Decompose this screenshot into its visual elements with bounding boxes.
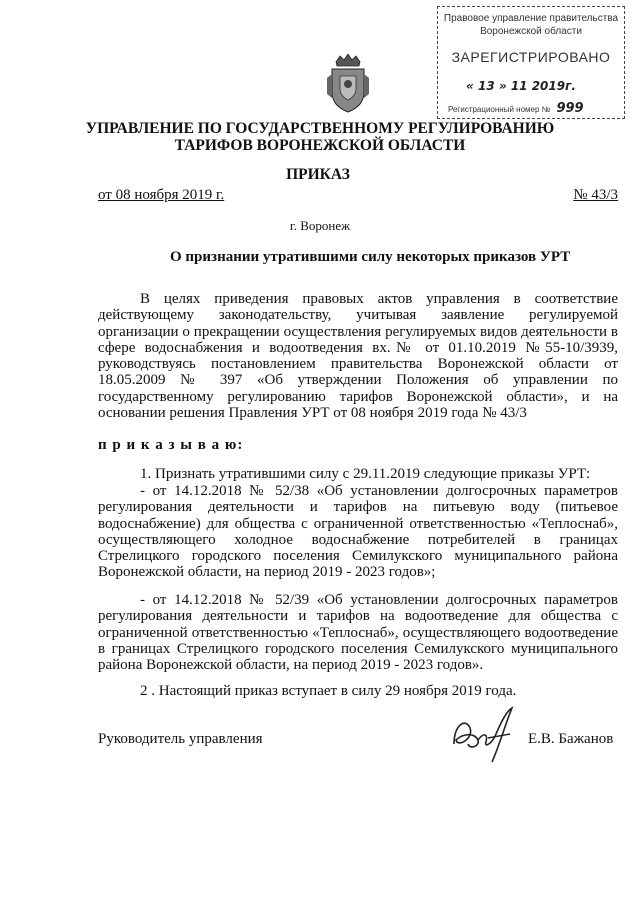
signatory-name: Е.В. Бажанов bbox=[528, 731, 614, 747]
document-date: от 08 ноября 2019 г. bbox=[98, 187, 225, 203]
registration-stamp bbox=[437, 6, 625, 119]
preamble-paragraph: В целях приведения правовых актов управления в соответствие действующему законодательству, учитывая заявление регулируемой организации о прекращении осуществления регулируемых видов деятельности в сфере водоснабжения и водоотведения вх.№ от 01.10.2019 №55-10/3939, руководствуясь постановлением правительства Воронежской области от 18.05.2009 № 397 «Об утверждении Положения об управлении по государственному регулированию тарифов Воронежской области», и на основании решения Правления УРТ от 08 ноября 2019 года № 43/3 bbox=[98, 291, 618, 422]
header-line1: УПРАВЛЕНИЕ ПО ГОСУДАРСТВЕННОМУ РЕГУЛИРОВАНИЮ bbox=[85, 120, 555, 137]
stamp-reg-number: 999 bbox=[556, 101, 584, 116]
document-subject: О признании утратившими силу некоторых приказов УРТ bbox=[170, 249, 571, 265]
header-line2: ТАРИФОВ ВОРОНЕЖСКОЙ ОБЛАСТИ bbox=[174, 137, 466, 154]
item-2: 2 . Настоящий приказ вступает в силу 29 ноября 2019 года. bbox=[140, 683, 517, 699]
document-number: № 43/3 bbox=[573, 187, 618, 203]
stamp-date: « 13 » 11 2019г. bbox=[466, 79, 576, 93]
item-1a: - от 14.12.2018 № 52/38 «Об установлении долгосрочных параметров регулирования деятельности и тарифов на питьевую воду (питьевое водоснабжение) для общества с ограниченной ответственностью «Теплоснаб», осуществляющего холодное водоснабжение потребителей в границах Стрелицкого городского поселения Семилукского муниципального района Воронежской области, на период 2019 - 2023 годов»; bbox=[98, 483, 618, 581]
item-1b: - от 14.12.2018 № 52/39 «Об установлении долгосрочных параметров регулирования деятельности и тарифов на водоотведение для общества с ограниченной ответственностью «Теплоснаб», осуществляющего водоотведение в границах Стрелицкого городского поселения Семилукского муниципального района Воронежской области, на период 2019 - 2023 годов». bbox=[98, 592, 618, 674]
order-word: п р и к а з ы в а ю: bbox=[98, 437, 244, 453]
handwritten-signature-icon bbox=[448, 704, 522, 766]
signatory-position: Руководитель управления bbox=[98, 731, 263, 747]
stamp-reg-number-row bbox=[448, 101, 584, 116]
stamp-line2: Воронежской области bbox=[480, 26, 582, 37]
stamp-reg-label: Регистрационный номер № bbox=[448, 105, 551, 114]
stamp-line1: Правовое управление правительства bbox=[443, 13, 619, 24]
document-city: г. Воронеж bbox=[289, 218, 351, 233]
stamp-registered: ЗАРЕГИСТРИРОВАНО bbox=[451, 49, 611, 65]
item-1: 1. Признать утратившими силу с 29.11.2019 следующие приказы УРТ: bbox=[140, 466, 591, 482]
document-type: ПРИКАЗ bbox=[286, 166, 350, 183]
coat-of-arms-icon bbox=[326, 54, 370, 116]
